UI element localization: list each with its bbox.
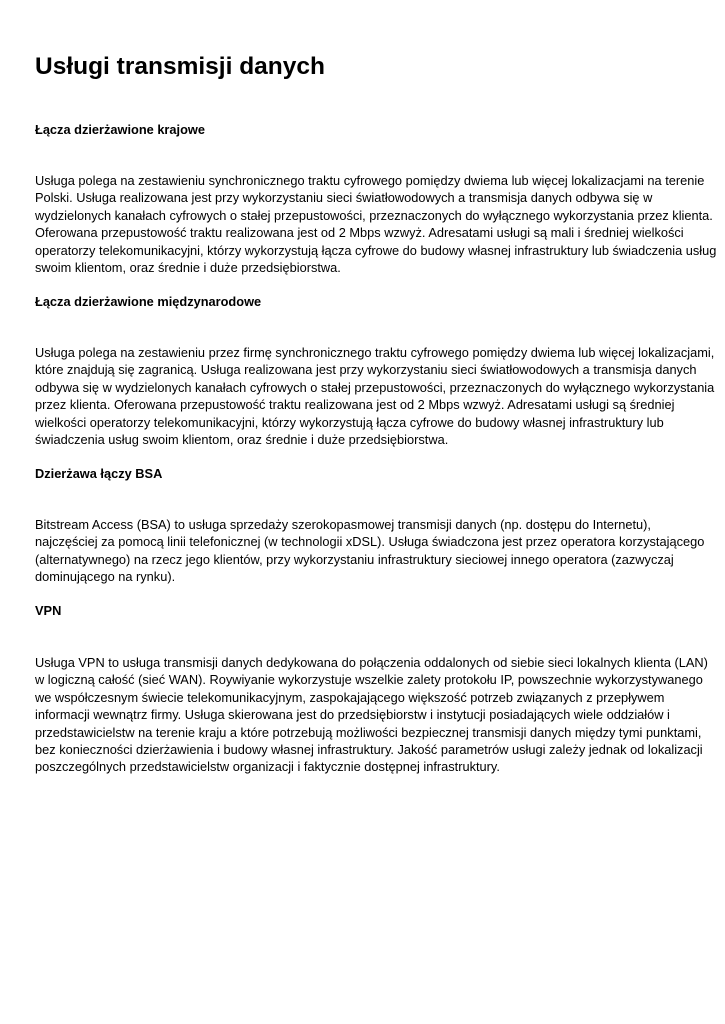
paragraph-line: Usługa polega na zestawieniu przez firmę synchronicznego traktu cyfrowego pomiędzy dwiema lub więcej lokalizacjami, [35, 345, 715, 360]
paragraph-line: przedstawicielstw na terenie kraju a które potrzebują możliwości bezpiecznej transmisji danych między tymi punktami, [35, 724, 702, 740]
paragraph-line: Usługa polega na zestawieniu synchronicznego traktu cyfrowego pomiędzy dwiema lub więcej lokalizacjami na terenie [35, 173, 705, 188]
section-heading-international-leased-lines: Łącza dzierżawione międzynarodowe [35, 294, 262, 309]
paragraph-line: Polski. Usługa realizowana jest przy wykorzystaniu sieci światłowodowych a transmisja danych odbywa się w [35, 190, 653, 206]
paragraph-line: które znajdują się zagranicą. Usługa realizowana jest przy wykorzystaniu sieci światłowodowych a transmisja danych [35, 362, 697, 378]
section-heading-domestic-leased-lines: Łącza dzierżawione krajowe [35, 122, 205, 137]
paragraph-line: w logiczną całość (sieć WAN). Roywiyanie wykorzystuje wszelkie zalety protokołu IP, powszechnie wykorzystywanego [35, 672, 703, 688]
page-title: Usługi transmisji danych [35, 53, 325, 80]
paragraph-line: przez klienta. Oferowana przepustowość traktu realizowana jest od 2 Mbps wzwyż. Adresatami usługi są średniej [35, 397, 675, 413]
paragraph-line: wielkości operatorzy telekomunikacyjni, którzy wykorzystują łącza cyfrowe do budowy własnej infrastruktury lub [35, 414, 664, 430]
paragraph-line: Bitstream Access (BSA) to usługa sprzedaży szerokopasmowej transmisji danych (np. dostępu do Internetu), [35, 517, 651, 532]
paragraph-line: dominującego na rynku). [35, 569, 176, 585]
paragraph-line: Usługa VPN to usługa transmisji danych dedykowana do połączenia oddalonych od siebie sieci lokalnych klienta (LAN) [35, 655, 708, 670]
paragraph-line: operatorzy telekomunikacyjni, którzy wykorzystują łącza cyfrowe do budowy własnej infrastruktury lub świadczenia usług [35, 242, 717, 258]
paragraph-line: we współczesnym świecie telekomunikacyjnym, zaspokajającego większość potrzeb związanych z przepływem [35, 689, 665, 705]
paragraph-line: (alternatywnego) na rzecz jego klientów, przy wykorzystaniu infrastruktury sieciowej innego operatora (zazwyczaj [35, 551, 674, 567]
paragraph-line: wydzielonych kanałach cyfrowych o stałej przepustowości, przeznaczonych do wyłącznego wykorzystania przez klienta. [35, 207, 713, 223]
paragraph-line: swoim klientom, oraz średnie i duże przedsiębiorstwa. [35, 260, 341, 276]
paragraph-line: najczęściej za pomocą linii telefonicznej (w technologii xDSL). Usługa świadczona jest przez operatora korzystającego [35, 534, 705, 550]
section-heading-bsa: Dzierżawa łączy BSA [35, 466, 163, 481]
section-body-international-leased-lines [35, 344, 715, 448]
paragraph-line: świadczenia usług swoim klientom, oraz średnie i duże przedsiębiorstwa. [35, 432, 449, 448]
section-body-bsa [35, 516, 705, 586]
section-heading-vpn: VPN [35, 603, 62, 618]
paragraph-line: odbywa się w wydzielonych kanałach cyfrowych o stałej przepustowości, przeznaczonych do wyłącznego wykorzystania [35, 379, 715, 395]
paragraph-line: bez konieczności dzierżawienia i budowy własnej infrastruktury. Jakość parametrów usługi zależy jednak od lokalizacji [35, 742, 703, 758]
section-body-domestic-leased-lines [35, 172, 717, 276]
paragraph-line: poszczególnych przedstawicielstw organizacji i faktycznie dostępnej infrastruktury. [35, 759, 500, 775]
section-body-vpn [35, 654, 708, 776]
paragraph-line: informacji wewnątrz firmy. Usługa skierowana jest do przedsiębiorstw i instytucji posiadających wiele oddziałów i [35, 707, 670, 723]
paragraph-line: Oferowana przepustowość traktu realizowana jest od 2 Mbps wzwyż. Adresatami usługi są mali i średniej wielkości [35, 225, 684, 241]
